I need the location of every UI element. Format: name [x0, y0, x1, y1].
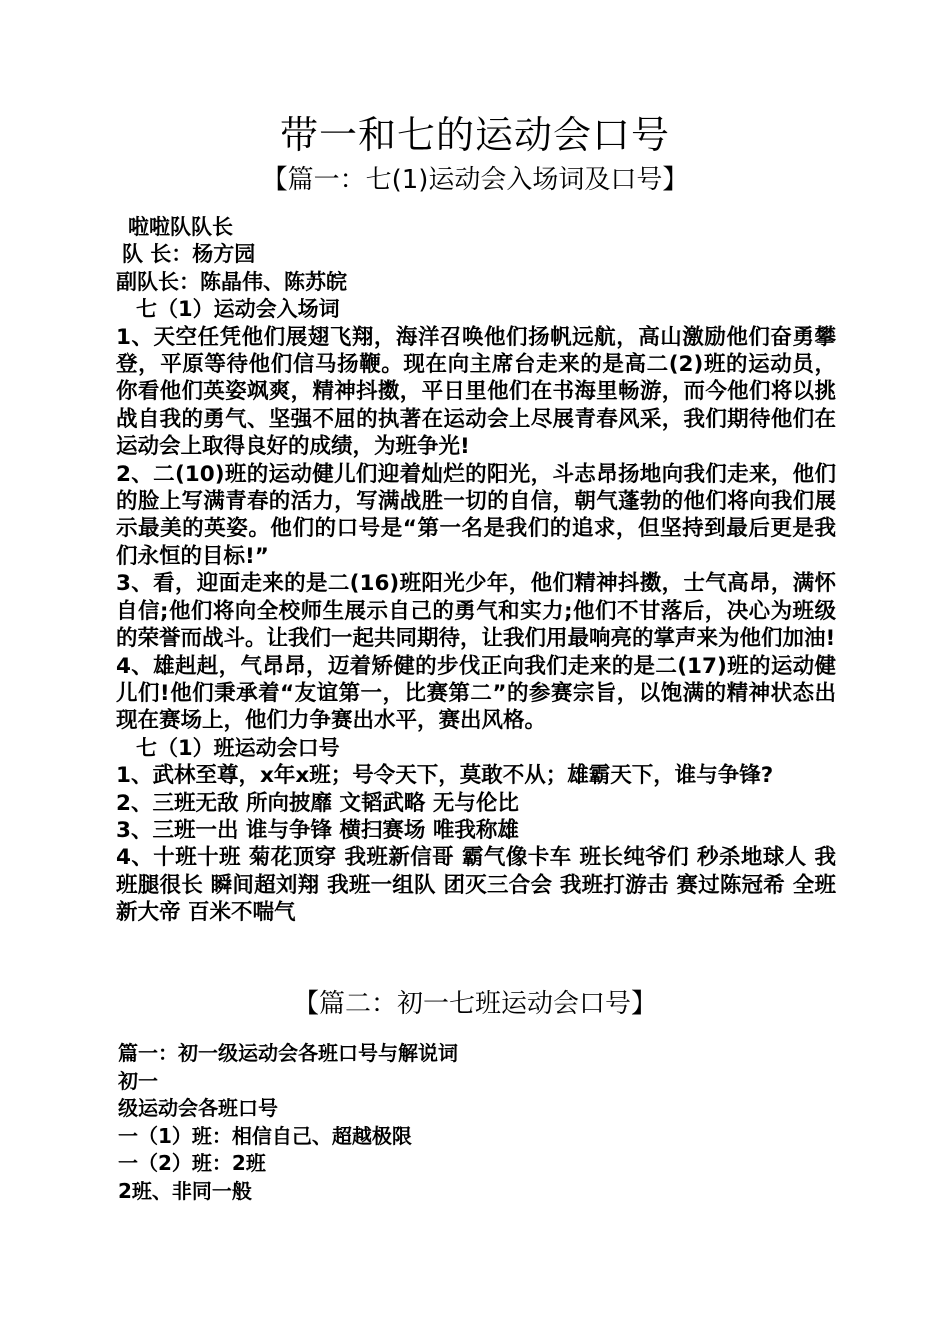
slogan-item: 4、十班十班 菊花顶穿 我班新信哥 霸气像卡车 班长纯爷们 秒杀地球人 我班腿很长 瞬间超刘翔 我班一组队 团灭三合会 我班打游击 赛过陈冠希 全班新大帝 百米不喘气 — [116, 845, 836, 926]
part-two-line: 级运动会各班口号 — [118, 1096, 278, 1120]
part-two-line: 2班、非同一般 — [118, 1178, 252, 1203]
entry-paragraph: 1、天空任凭他们展翅飞翔，海洋召唤他们扬帆远航，高山激励他们奋勇攀登，平原等待他们信马扬鞭。现在向主席台走来的是高二(2)班的运动员，你看他们英姿飒爽，精神抖擞，平日里他们在书海里畅游，而今他们将以挑战自我的勇气、坚强不屈的执著在运动会上尽展青春风采，我们期待他们在运动会上取得良好的成绩，为班争光! — [116, 324, 836, 460]
slogan-item: 3、三班一出 谁与争锋 横扫赛场 唯我称雄 — [116, 817, 519, 843]
part-one-heading: 【篇一：七(1)运动会入场词及口号】 — [261, 165, 689, 195]
part-two-line: 篇一：初一级运动会各班口号与解说词 — [118, 1041, 458, 1065]
entry-speech-heading: 七（1）运动会入场词 — [136, 297, 340, 322]
entry-paragraph: 4、雄赳赳，气昂昂，迈着矫健的步伐正向我们走来的是二(17)班的运动健儿们!他们秉承着“友谊第一，比赛第二”的参赛宗旨，以饱满的精神状态出现在赛场上，他们力争赛出水平，赛出风格。 — [116, 653, 836, 734]
cheer-squad-header: 啦啦队队长 — [128, 215, 233, 239]
entry-paragraph: 2、二(10)班的运动健儿们迎着灿烂的阳光，斗志昂扬地向我们走来，他们的脸上写满青春的活力，写满战胜一切的自信，朝气蓬勃的他们将向我们展示最美的英姿。他们的口号是“第一名是我们的追求，但坚持到最后更是我们永恒的目标!” — [116, 461, 836, 569]
part-one-body — [116, 214, 836, 927]
slogan-item: 2、三班无敌 所向披靡 文韬武略 无与伦比 — [116, 790, 519, 816]
part-two-line: 一（1）班：相信自己、超越极限 — [118, 1123, 412, 1148]
slogan-heading: 七（1）班运动会口号 — [136, 735, 340, 760]
part-two-line: 初一 — [118, 1068, 158, 1093]
part-two-heading: 【篇二：初一七班运动会口号】 — [292, 989, 657, 1019]
part-two-body — [118, 1040, 838, 1205]
entry-paragraph: 3、看，迎面走来的是二(16)班阳光少年，他们精神抖擞，士气高昂，满怀自信;他们将向全校师生展示自己的勇气和实力;他们不甘落后，决心为班级的荣誉而战斗。让我们一起共同期待，让我们用最响亮的掌声来为他们加油! — [116, 571, 836, 652]
document-title: 带一和七的运动会口号 — [279, 113, 670, 157]
part-two-line: 一（2）班：2班 — [118, 1151, 266, 1175]
vice-captain-line: 副队长：陈晶伟、陈苏皖 — [116, 269, 347, 294]
captain-line: 队 长：杨方园 — [122, 242, 256, 267]
slogan-item: 1、武林至尊，x年x班；号令天下，莫敢不从；雄霸天下，谁与争锋? — [116, 763, 774, 789]
